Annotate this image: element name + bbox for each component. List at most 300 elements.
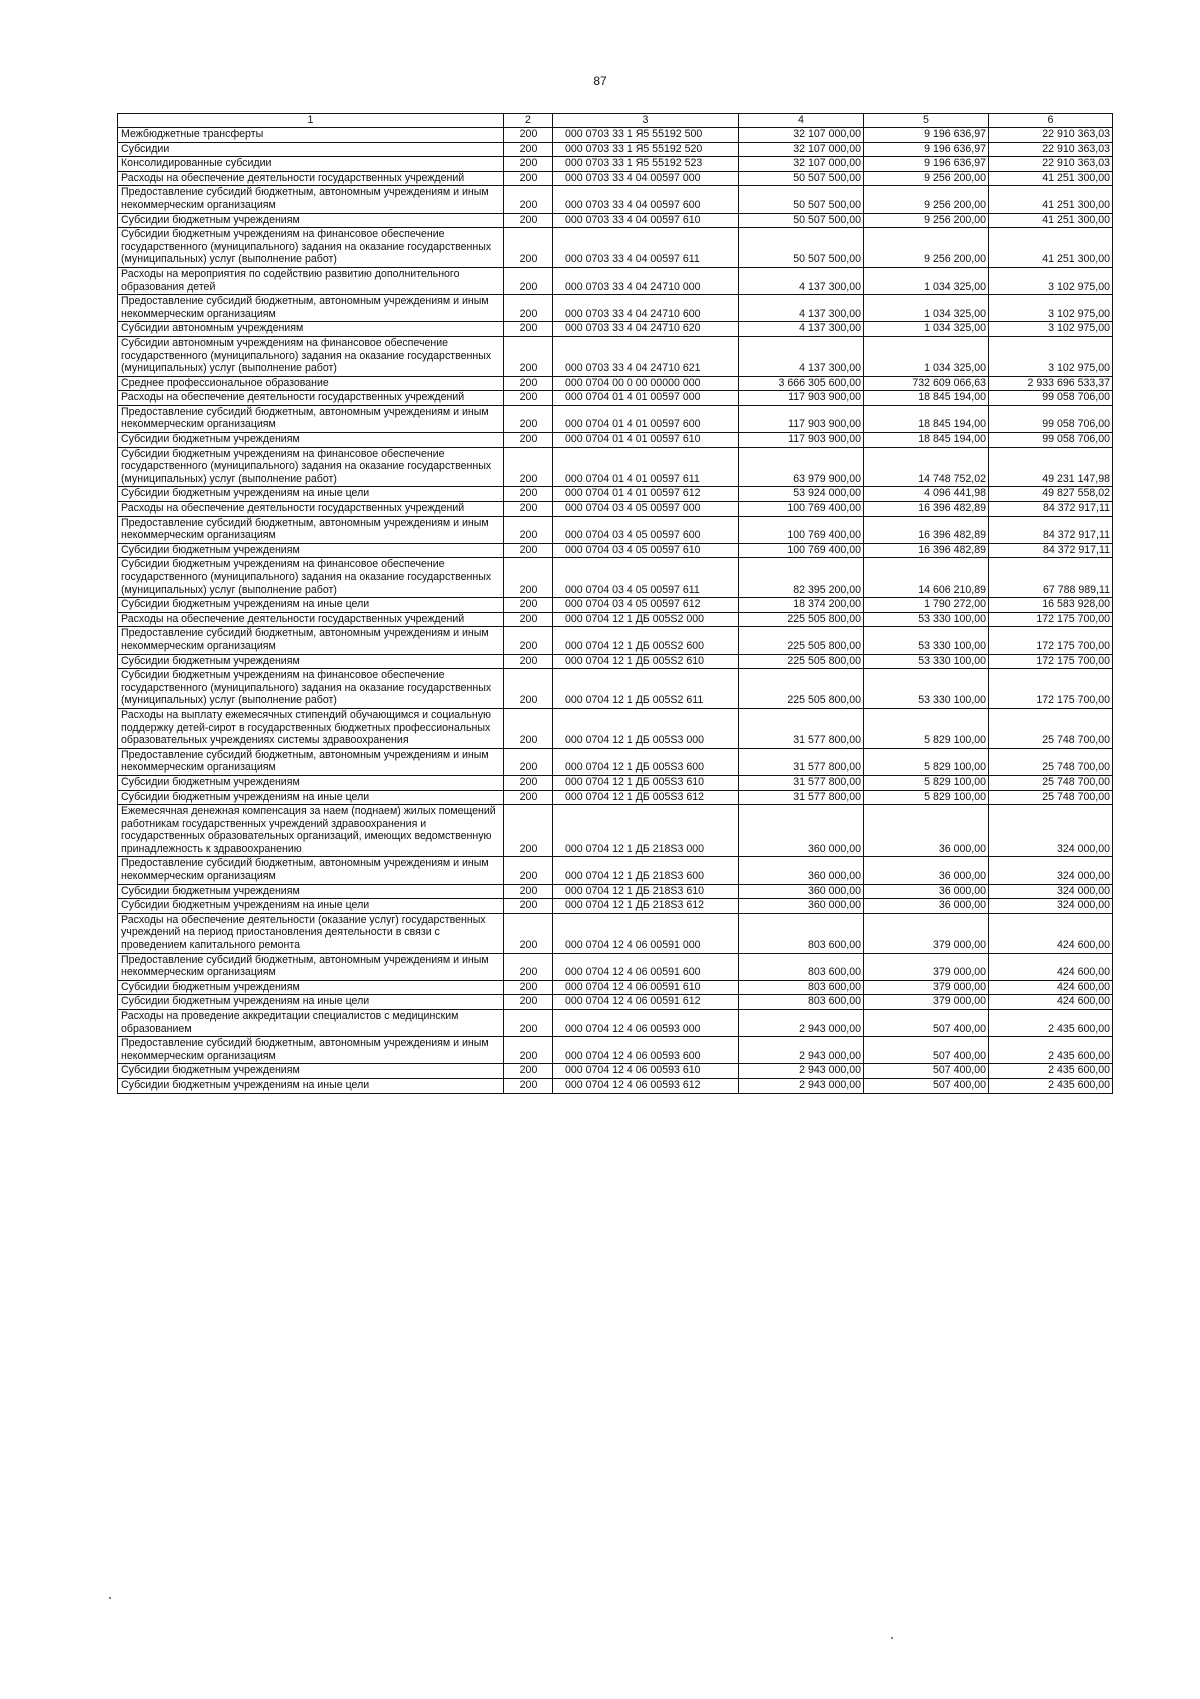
- row-unexecuted-amount: 324 000,00: [989, 857, 1113, 884]
- row-executed-amount: 5 829 100,00: [864, 708, 989, 748]
- row-admin-code: 200: [504, 627, 553, 654]
- row-budget-code: 000 0704 12 1 ДБ 005S3 610: [553, 775, 739, 790]
- row-executed-amount: 9 196 636,97: [864, 157, 989, 172]
- table-row: [118, 322, 1113, 337]
- row-name: Предоставление субсидий бюджетным, автономным учреждениям и иным некоммерческим организациям: [118, 748, 504, 775]
- row-unexecuted-amount: 424 600,00: [989, 913, 1113, 953]
- row-budget-code: 000 0703 33 4 04 00597 611: [553, 228, 739, 268]
- row-budget-code: 000 0704 03 4 05 00597 610: [553, 543, 739, 558]
- row-unexecuted-amount: 41 251 300,00: [989, 228, 1113, 268]
- table-row: [118, 267, 1113, 294]
- table-row: [118, 543, 1113, 558]
- row-name: Предоставление субсидий бюджетным, автономным учреждениям и иным некоммерческим организациям: [118, 627, 504, 654]
- row-executed-amount: 16 396 482,89: [864, 502, 989, 517]
- row-name: Субсидии: [118, 142, 504, 157]
- row-approved-amount: 225 505 800,00: [739, 612, 864, 627]
- row-unexecuted-amount: 25 748 700,00: [989, 790, 1113, 805]
- row-unexecuted-amount: 172 175 700,00: [989, 612, 1113, 627]
- row-unexecuted-amount: 424 600,00: [989, 995, 1113, 1010]
- row-executed-amount: 53 330 100,00: [864, 669, 989, 709]
- row-approved-amount: 100 769 400,00: [739, 516, 864, 543]
- row-admin-code: 200: [504, 669, 553, 709]
- table-row: [118, 1078, 1113, 1093]
- row-executed-amount: 1 790 272,00: [864, 598, 989, 613]
- table-row: [118, 775, 1113, 790]
- table-row: [118, 708, 1113, 748]
- row-admin-code: 200: [504, 857, 553, 884]
- row-name: Субсидии автономным учреждениям: [118, 322, 504, 337]
- row-executed-amount: 53 330 100,00: [864, 627, 989, 654]
- row-admin-code: 200: [504, 142, 553, 157]
- scan-speck: [891, 1637, 893, 1639]
- row-unexecuted-amount: 2 435 600,00: [989, 1037, 1113, 1064]
- row-approved-amount: 4 137 300,00: [739, 322, 864, 337]
- row-admin-code: 200: [504, 899, 553, 914]
- header-cell: 3: [553, 114, 739, 128]
- table-row: [118, 995, 1113, 1010]
- row-admin-code: 200: [504, 502, 553, 517]
- row-admin-code: 200: [504, 228, 553, 268]
- row-executed-amount: 18 845 194,00: [864, 433, 989, 448]
- row-budget-code: 000 0704 12 1 ДБ 218S3 612: [553, 899, 739, 914]
- table-body: [118, 128, 1113, 1094]
- row-unexecuted-amount: 3 102 975,00: [989, 336, 1113, 376]
- row-unexecuted-amount: 99 058 706,00: [989, 391, 1113, 406]
- row-executed-amount: 379 000,00: [864, 953, 989, 980]
- row-name: Субсидии автономным учреждениям на финансовое обеспечение государственного (муниципального) задания на оказание государственных (муниципальных) услуг (выполнение работ): [118, 336, 504, 376]
- row-budget-code: 000 0704 12 1 ДБ 005S2 600: [553, 627, 739, 654]
- row-budget-code: 000 0704 12 4 06 00591 612: [553, 995, 739, 1010]
- row-executed-amount: 379 000,00: [864, 913, 989, 953]
- row-unexecuted-amount: 84 372 917,11: [989, 502, 1113, 517]
- row-approved-amount: 2 943 000,00: [739, 1078, 864, 1093]
- row-unexecuted-amount: 99 058 706,00: [989, 405, 1113, 432]
- row-approved-amount: 2 943 000,00: [739, 1037, 864, 1064]
- row-name: Расходы на обеспечение деятельности государственных учреждений: [118, 502, 504, 517]
- row-name: Субсидии бюджетным учреждениям: [118, 775, 504, 790]
- row-admin-code: 200: [504, 995, 553, 1010]
- row-name: Субсидии бюджетным учреждениям на иные цели: [118, 995, 504, 1010]
- row-approved-amount: 360 000,00: [739, 899, 864, 914]
- row-executed-amount: 36 000,00: [864, 857, 989, 884]
- table-row: [118, 805, 1113, 857]
- row-budget-code: 000 0704 00 0 00 00000 000: [553, 376, 739, 391]
- row-executed-amount: 36 000,00: [864, 884, 989, 899]
- row-executed-amount: 1 034 325,00: [864, 336, 989, 376]
- row-budget-code: 000 0704 01 4 01 00597 000: [553, 391, 739, 406]
- table-row: [118, 487, 1113, 502]
- row-budget-code: 000 0704 12 4 06 00591 610: [553, 980, 739, 995]
- row-executed-amount: 1 034 325,00: [864, 322, 989, 337]
- row-name: Предоставление субсидий бюджетным, автономным учреждениям и иным некоммерческим организациям: [118, 295, 504, 322]
- row-name: Субсидии бюджетным учреждениям: [118, 654, 504, 669]
- row-budget-code: 000 0703 33 4 04 00597 000: [553, 171, 739, 186]
- table-row: [118, 899, 1113, 914]
- row-budget-code: 000 0703 33 4 04 24710 600: [553, 295, 739, 322]
- row-approved-amount: 32 107 000,00: [739, 128, 864, 143]
- row-budget-code: 000 0704 03 4 05 00597 000: [553, 502, 739, 517]
- row-unexecuted-amount: 25 748 700,00: [989, 748, 1113, 775]
- table-row: [118, 336, 1113, 376]
- row-approved-amount: 360 000,00: [739, 857, 864, 884]
- row-approved-amount: 117 903 900,00: [739, 405, 864, 432]
- row-unexecuted-amount: 3 102 975,00: [989, 322, 1113, 337]
- row-admin-code: 200: [504, 516, 553, 543]
- row-name: Расходы на мероприятия по содействию развитию дополнительного образования детей: [118, 267, 504, 294]
- table-row: [118, 790, 1113, 805]
- row-name: Ежемесячная денежная компенсация за наем (поднаем) жилых помещений работникам государственных учреждений здравоохранения и государственных образовательных организаций, имеющих ведомственную принадлежность к здравоохранению: [118, 805, 504, 857]
- row-executed-amount: 53 330 100,00: [864, 654, 989, 669]
- row-unexecuted-amount: 16 583 928,00: [989, 598, 1113, 613]
- row-name: Межбюджетные трансферты: [118, 128, 504, 143]
- row-unexecuted-amount: 49 827 558,02: [989, 487, 1113, 502]
- row-admin-code: 200: [504, 1010, 553, 1037]
- budget-table: [117, 113, 1113, 1094]
- row-executed-amount: 5 829 100,00: [864, 775, 989, 790]
- row-approved-amount: 63 979 900,00: [739, 447, 864, 487]
- row-budget-code: 000 0704 12 1 ДБ 005S2 610: [553, 654, 739, 669]
- row-budget-code: 000 0704 12 1 ДБ 005S2 000: [553, 612, 739, 627]
- row-executed-amount: 9 256 200,00: [864, 213, 989, 228]
- row-approved-amount: 4 137 300,00: [739, 336, 864, 376]
- row-executed-amount: 9 196 636,97: [864, 128, 989, 143]
- table-row: [118, 857, 1113, 884]
- row-executed-amount: 53 330 100,00: [864, 612, 989, 627]
- row-name: Предоставление субсидий бюджетным, автономным учреждениям и иным некоммерческим организациям: [118, 405, 504, 432]
- row-budget-code: 000 0704 12 4 06 00593 600: [553, 1037, 739, 1064]
- table-row: [118, 213, 1113, 228]
- table-row: [118, 558, 1113, 598]
- row-executed-amount: 732 609 066,63: [864, 376, 989, 391]
- row-unexecuted-amount: 172 175 700,00: [989, 627, 1113, 654]
- table-row: [118, 447, 1113, 487]
- row-admin-code: 200: [504, 654, 553, 669]
- row-name: Субсидии бюджетным учреждениям на иные цели: [118, 487, 504, 502]
- row-admin-code: 200: [504, 322, 553, 337]
- table-row: [118, 748, 1113, 775]
- row-unexecuted-amount: 324 000,00: [989, 899, 1113, 914]
- row-executed-amount: 18 845 194,00: [864, 405, 989, 432]
- row-executed-amount: 18 845 194,00: [864, 391, 989, 406]
- row-admin-code: 200: [504, 128, 553, 143]
- row-executed-amount: 16 396 482,89: [864, 543, 989, 558]
- row-name: Предоставление субсидий бюджетным, автономным учреждениям и иным некоммерческим организациям: [118, 1037, 504, 1064]
- row-budget-code: 000 0704 12 1 ДБ 218S3 600: [553, 857, 739, 884]
- table-row: [118, 884, 1113, 899]
- header-cell: 6: [989, 114, 1113, 128]
- row-unexecuted-amount: 2 435 600,00: [989, 1064, 1113, 1079]
- row-admin-code: 200: [504, 913, 553, 953]
- row-name: Субсидии бюджетным учреждениям на финансовое обеспечение государственного (муниципального) задания на оказание государственных (муниципальных) услуг (выполнение работ): [118, 228, 504, 268]
- table-row: [118, 295, 1113, 322]
- row-approved-amount: 360 000,00: [739, 884, 864, 899]
- row-approved-amount: 4 137 300,00: [739, 295, 864, 322]
- row-executed-amount: 9 256 200,00: [864, 186, 989, 213]
- row-admin-code: 200: [504, 748, 553, 775]
- row-executed-amount: 507 400,00: [864, 1010, 989, 1037]
- row-name: Субсидии бюджетным учреждениям на финансовое обеспечение государственного (муниципального) задания на оказание государственных (муниципальных) услуг (выполнение работ): [118, 558, 504, 598]
- row-executed-amount: 36 000,00: [864, 899, 989, 914]
- row-unexecuted-amount: 84 372 917,11: [989, 543, 1113, 558]
- row-approved-amount: 2 943 000,00: [739, 1010, 864, 1037]
- row-approved-amount: 2 943 000,00: [739, 1064, 864, 1079]
- table-row: [118, 228, 1113, 268]
- row-unexecuted-amount: 3 102 975,00: [989, 267, 1113, 294]
- table-row: [118, 516, 1113, 543]
- row-executed-amount: 507 400,00: [864, 1078, 989, 1093]
- table-row: [118, 627, 1113, 654]
- table-row: [118, 953, 1113, 980]
- table-row: [118, 157, 1113, 172]
- row-unexecuted-amount: 2 435 600,00: [989, 1078, 1113, 1093]
- table-row: [118, 391, 1113, 406]
- row-unexecuted-amount: 67 788 989,11: [989, 558, 1113, 598]
- row-budget-code: 000 0703 33 1 Я5 55192 520: [553, 142, 739, 157]
- row-unexecuted-amount: 41 251 300,00: [989, 171, 1113, 186]
- row-approved-amount: 50 507 500,00: [739, 213, 864, 228]
- table-row: [118, 1064, 1113, 1079]
- row-admin-code: 200: [504, 558, 553, 598]
- row-name: Субсидии бюджетным учреждениям на иные цели: [118, 1078, 504, 1093]
- page-number: 87: [593, 74, 607, 88]
- row-budget-code: 000 0704 12 4 06 00593 000: [553, 1010, 739, 1037]
- row-approved-amount: 225 505 800,00: [739, 669, 864, 709]
- row-approved-amount: 31 577 800,00: [739, 790, 864, 805]
- row-budget-code: 000 0704 03 4 05 00597 600: [553, 516, 739, 543]
- row-unexecuted-amount: 22 910 363,03: [989, 142, 1113, 157]
- row-admin-code: 200: [504, 487, 553, 502]
- row-approved-amount: 50 507 500,00: [739, 171, 864, 186]
- row-executed-amount: 5 829 100,00: [864, 790, 989, 805]
- row-admin-code: 200: [504, 708, 553, 748]
- table-row: [118, 598, 1113, 613]
- row-approved-amount: 18 374 200,00: [739, 598, 864, 613]
- row-unexecuted-amount: 84 372 917,11: [989, 516, 1113, 543]
- row-admin-code: 200: [504, 376, 553, 391]
- row-budget-code: 000 0704 12 4 06 00591 000: [553, 913, 739, 953]
- row-admin-code: 200: [504, 405, 553, 432]
- row-name: Субсидии бюджетным учреждениям на финансовое обеспечение государственного (муниципального) задания на оказание государственных (муниципальных) услуг (выполнение работ): [118, 669, 504, 709]
- row-executed-amount: 507 400,00: [864, 1037, 989, 1064]
- row-budget-code: 000 0704 12 1 ДБ 218S3 610: [553, 884, 739, 899]
- row-unexecuted-amount: 22 910 363,03: [989, 128, 1113, 143]
- header-cell: 1: [118, 114, 504, 128]
- row-approved-amount: 31 577 800,00: [739, 775, 864, 790]
- row-unexecuted-amount: 2 933 696 533,37: [989, 376, 1113, 391]
- row-admin-code: 200: [504, 790, 553, 805]
- row-name: Расходы на проведение аккредитации специалистов с медицинским образованием: [118, 1010, 504, 1037]
- table-row: [118, 186, 1113, 213]
- row-admin-code: 200: [504, 267, 553, 294]
- row-admin-code: 200: [504, 980, 553, 995]
- row-unexecuted-amount: 2 435 600,00: [989, 1010, 1113, 1037]
- row-name: Субсидии бюджетным учреждениям на иные цели: [118, 598, 504, 613]
- row-budget-code: 000 0704 01 4 01 00597 611: [553, 447, 739, 487]
- row-approved-amount: 803 600,00: [739, 980, 864, 995]
- row-budget-code: 000 0704 12 4 06 00591 600: [553, 953, 739, 980]
- row-approved-amount: 803 600,00: [739, 995, 864, 1010]
- row-approved-amount: 50 507 500,00: [739, 186, 864, 213]
- row-name: Расходы на обеспечение деятельности (оказание услуг) государственных учреждений на период приостановления деятельности в связи с проведением капитального ремонта: [118, 913, 504, 953]
- header-cell: 2: [504, 114, 553, 128]
- row-budget-code: 000 0703 33 1 Я5 55192 500: [553, 128, 739, 143]
- row-budget-code: 000 0703 33 4 04 00597 600: [553, 186, 739, 213]
- row-approved-amount: 225 505 800,00: [739, 627, 864, 654]
- header-row: [118, 114, 1113, 128]
- row-name: Субсидии бюджетным учреждениям: [118, 980, 504, 995]
- row-executed-amount: 9 256 200,00: [864, 228, 989, 268]
- row-executed-amount: 1 034 325,00: [864, 295, 989, 322]
- row-budget-code: 000 0704 12 1 ДБ 005S3 600: [553, 748, 739, 775]
- row-admin-code: 200: [504, 186, 553, 213]
- row-executed-amount: 14 606 210,89: [864, 558, 989, 598]
- row-unexecuted-amount: 99 058 706,00: [989, 433, 1113, 448]
- row-approved-amount: 803 600,00: [739, 913, 864, 953]
- header-cell: 5: [864, 114, 989, 128]
- table-row: [118, 376, 1113, 391]
- row-admin-code: 200: [504, 1064, 553, 1079]
- row-executed-amount: 5 829 100,00: [864, 748, 989, 775]
- row-unexecuted-amount: 3 102 975,00: [989, 295, 1113, 322]
- row-name: Субсидии бюджетным учреждениям на иные цели: [118, 899, 504, 914]
- row-admin-code: 200: [504, 1037, 553, 1064]
- row-executed-amount: 36 000,00: [864, 805, 989, 857]
- row-executed-amount: 16 396 482,89: [864, 516, 989, 543]
- row-name: Расходы на выплату ежемесячных стипендий обучающимся и социальную поддержку детей-сирот в государственных бюджетных профессиональных образовательных учреждениях системы здравоохранения: [118, 708, 504, 748]
- row-admin-code: 200: [504, 953, 553, 980]
- row-name: Среднее профессиональное образование: [118, 376, 504, 391]
- row-unexecuted-amount: 22 910 363,03: [989, 157, 1113, 172]
- row-admin-code: 200: [504, 805, 553, 857]
- row-budget-code: 000 0704 12 1 ДБ 218S3 000: [553, 805, 739, 857]
- scan-speck: [109, 1597, 111, 1599]
- row-approved-amount: 31 577 800,00: [739, 708, 864, 748]
- row-admin-code: 200: [504, 391, 553, 406]
- row-admin-code: 200: [504, 543, 553, 558]
- row-admin-code: 200: [504, 157, 553, 172]
- row-approved-amount: 50 507 500,00: [739, 228, 864, 268]
- row-executed-amount: 1 034 325,00: [864, 267, 989, 294]
- row-executed-amount: 4 096 441,98: [864, 487, 989, 502]
- row-unexecuted-amount: 41 251 300,00: [989, 213, 1113, 228]
- row-budget-code: 000 0703 33 4 04 24710 620: [553, 322, 739, 337]
- row-name: Расходы на обеспечение деятельности государственных учреждений: [118, 612, 504, 627]
- row-admin-code: 200: [504, 336, 553, 376]
- row-approved-amount: 117 903 900,00: [739, 433, 864, 448]
- row-name: Субсидии бюджетным учреждениям на иные цели: [118, 790, 504, 805]
- row-approved-amount: 4 137 300,00: [739, 267, 864, 294]
- row-approved-amount: 360 000,00: [739, 805, 864, 857]
- row-name: Субсидии бюджетным учреждениям: [118, 884, 504, 899]
- row-unexecuted-amount: 424 600,00: [989, 980, 1113, 995]
- row-executed-amount: 379 000,00: [864, 995, 989, 1010]
- row-approved-amount: 803 600,00: [739, 953, 864, 980]
- row-admin-code: 200: [504, 598, 553, 613]
- row-approved-amount: 32 107 000,00: [739, 157, 864, 172]
- table-row: [118, 171, 1113, 186]
- row-budget-code: 000 0704 12 4 06 00593 610: [553, 1064, 739, 1079]
- row-name: Субсидии бюджетным учреждениям на финансовое обеспечение государственного (муниципального) задания на оказание государственных (муниципальных) услуг (выполнение работ): [118, 447, 504, 487]
- row-name: Субсидии бюджетным учреждениям: [118, 1064, 504, 1079]
- row-admin-code: 200: [504, 775, 553, 790]
- row-admin-code: 200: [504, 213, 553, 228]
- row-budget-code: 000 0703 33 4 04 24710 621: [553, 336, 739, 376]
- table-row: [118, 612, 1113, 627]
- row-budget-code: 000 0704 12 1 ДБ 005S3 000: [553, 708, 739, 748]
- row-admin-code: 200: [504, 171, 553, 186]
- row-approved-amount: 31 577 800,00: [739, 748, 864, 775]
- row-admin-code: 200: [504, 884, 553, 899]
- table-row: [118, 142, 1113, 157]
- row-approved-amount: 3 666 305 600,00: [739, 376, 864, 391]
- row-approved-amount: 225 505 800,00: [739, 654, 864, 669]
- row-budget-code: 000 0703 33 4 04 00597 610: [553, 213, 739, 228]
- row-name: Предоставление субсидий бюджетным, автономным учреждениям и иным некоммерческим организациям: [118, 857, 504, 884]
- table-row: [118, 433, 1113, 448]
- row-budget-code: 000 0703 33 4 04 24710 000: [553, 267, 739, 294]
- row-name: Субсидии бюджетным учреждениям: [118, 433, 504, 448]
- row-admin-code: 200: [504, 433, 553, 448]
- row-name: Предоставление субсидий бюджетным, автономным учреждениям и иным некоммерческим организациям: [118, 516, 504, 543]
- row-budget-code: 000 0704 12 1 ДБ 005S2 611: [553, 669, 739, 709]
- table-row: [118, 405, 1113, 432]
- row-unexecuted-amount: 172 175 700,00: [989, 669, 1113, 709]
- row-approved-amount: 100 769 400,00: [739, 502, 864, 517]
- header-cell: 4: [739, 114, 864, 128]
- row-executed-amount: 9 256 200,00: [864, 171, 989, 186]
- table-row: [118, 980, 1113, 995]
- row-unexecuted-amount: 324 000,00: [989, 884, 1113, 899]
- row-budget-code: 000 0704 12 1 ДБ 005S3 612: [553, 790, 739, 805]
- row-budget-code: 000 0704 01 4 01 00597 600: [553, 405, 739, 432]
- table-row: [118, 913, 1113, 953]
- row-budget-code: 000 0703 33 1 Я5 55192 523: [553, 157, 739, 172]
- row-approved-amount: 117 903 900,00: [739, 391, 864, 406]
- row-budget-code: 000 0704 03 4 05 00597 611: [553, 558, 739, 598]
- row-name: Консолидированные субсидии: [118, 157, 504, 172]
- table-row: [118, 669, 1113, 709]
- row-admin-code: 200: [504, 295, 553, 322]
- row-budget-code: 000 0704 01 4 01 00597 610: [553, 433, 739, 448]
- row-budget-code: 000 0704 01 4 01 00597 612: [553, 487, 739, 502]
- row-budget-code: 000 0704 12 4 06 00593 612: [553, 1078, 739, 1093]
- row-approved-amount: 32 107 000,00: [739, 142, 864, 157]
- row-executed-amount: 379 000,00: [864, 980, 989, 995]
- table-row: [118, 502, 1113, 517]
- row-admin-code: 200: [504, 447, 553, 487]
- table-row: [118, 128, 1113, 143]
- row-name: Предоставление субсидий бюджетным, автономным учреждениям и иным некоммерческим организациям: [118, 186, 504, 213]
- row-approved-amount: 82 395 200,00: [739, 558, 864, 598]
- table-row: [118, 1037, 1113, 1064]
- row-unexecuted-amount: 25 748 700,00: [989, 775, 1113, 790]
- row-name: Расходы на обеспечение деятельности государственных учреждений: [118, 171, 504, 186]
- row-unexecuted-amount: 25 748 700,00: [989, 708, 1113, 748]
- row-unexecuted-amount: 424 600,00: [989, 953, 1113, 980]
- row-name: Предоставление субсидий бюджетным, автономным учреждениям и иным некоммерческим организациям: [118, 953, 504, 980]
- row-approved-amount: 53 924 000,00: [739, 487, 864, 502]
- row-budget-code: 000 0704 03 4 05 00597 612: [553, 598, 739, 613]
- row-unexecuted-amount: 324 000,00: [989, 805, 1113, 857]
- row-admin-code: 200: [504, 612, 553, 627]
- row-executed-amount: 507 400,00: [864, 1064, 989, 1079]
- row-name: Расходы на обеспечение деятельности государственных учреждений: [118, 391, 504, 406]
- row-unexecuted-amount: 49 231 147,98: [989, 447, 1113, 487]
- row-executed-amount: 9 196 636,97: [864, 142, 989, 157]
- row-unexecuted-amount: 172 175 700,00: [989, 654, 1113, 669]
- table-row: [118, 1010, 1113, 1037]
- table-row: [118, 654, 1113, 669]
